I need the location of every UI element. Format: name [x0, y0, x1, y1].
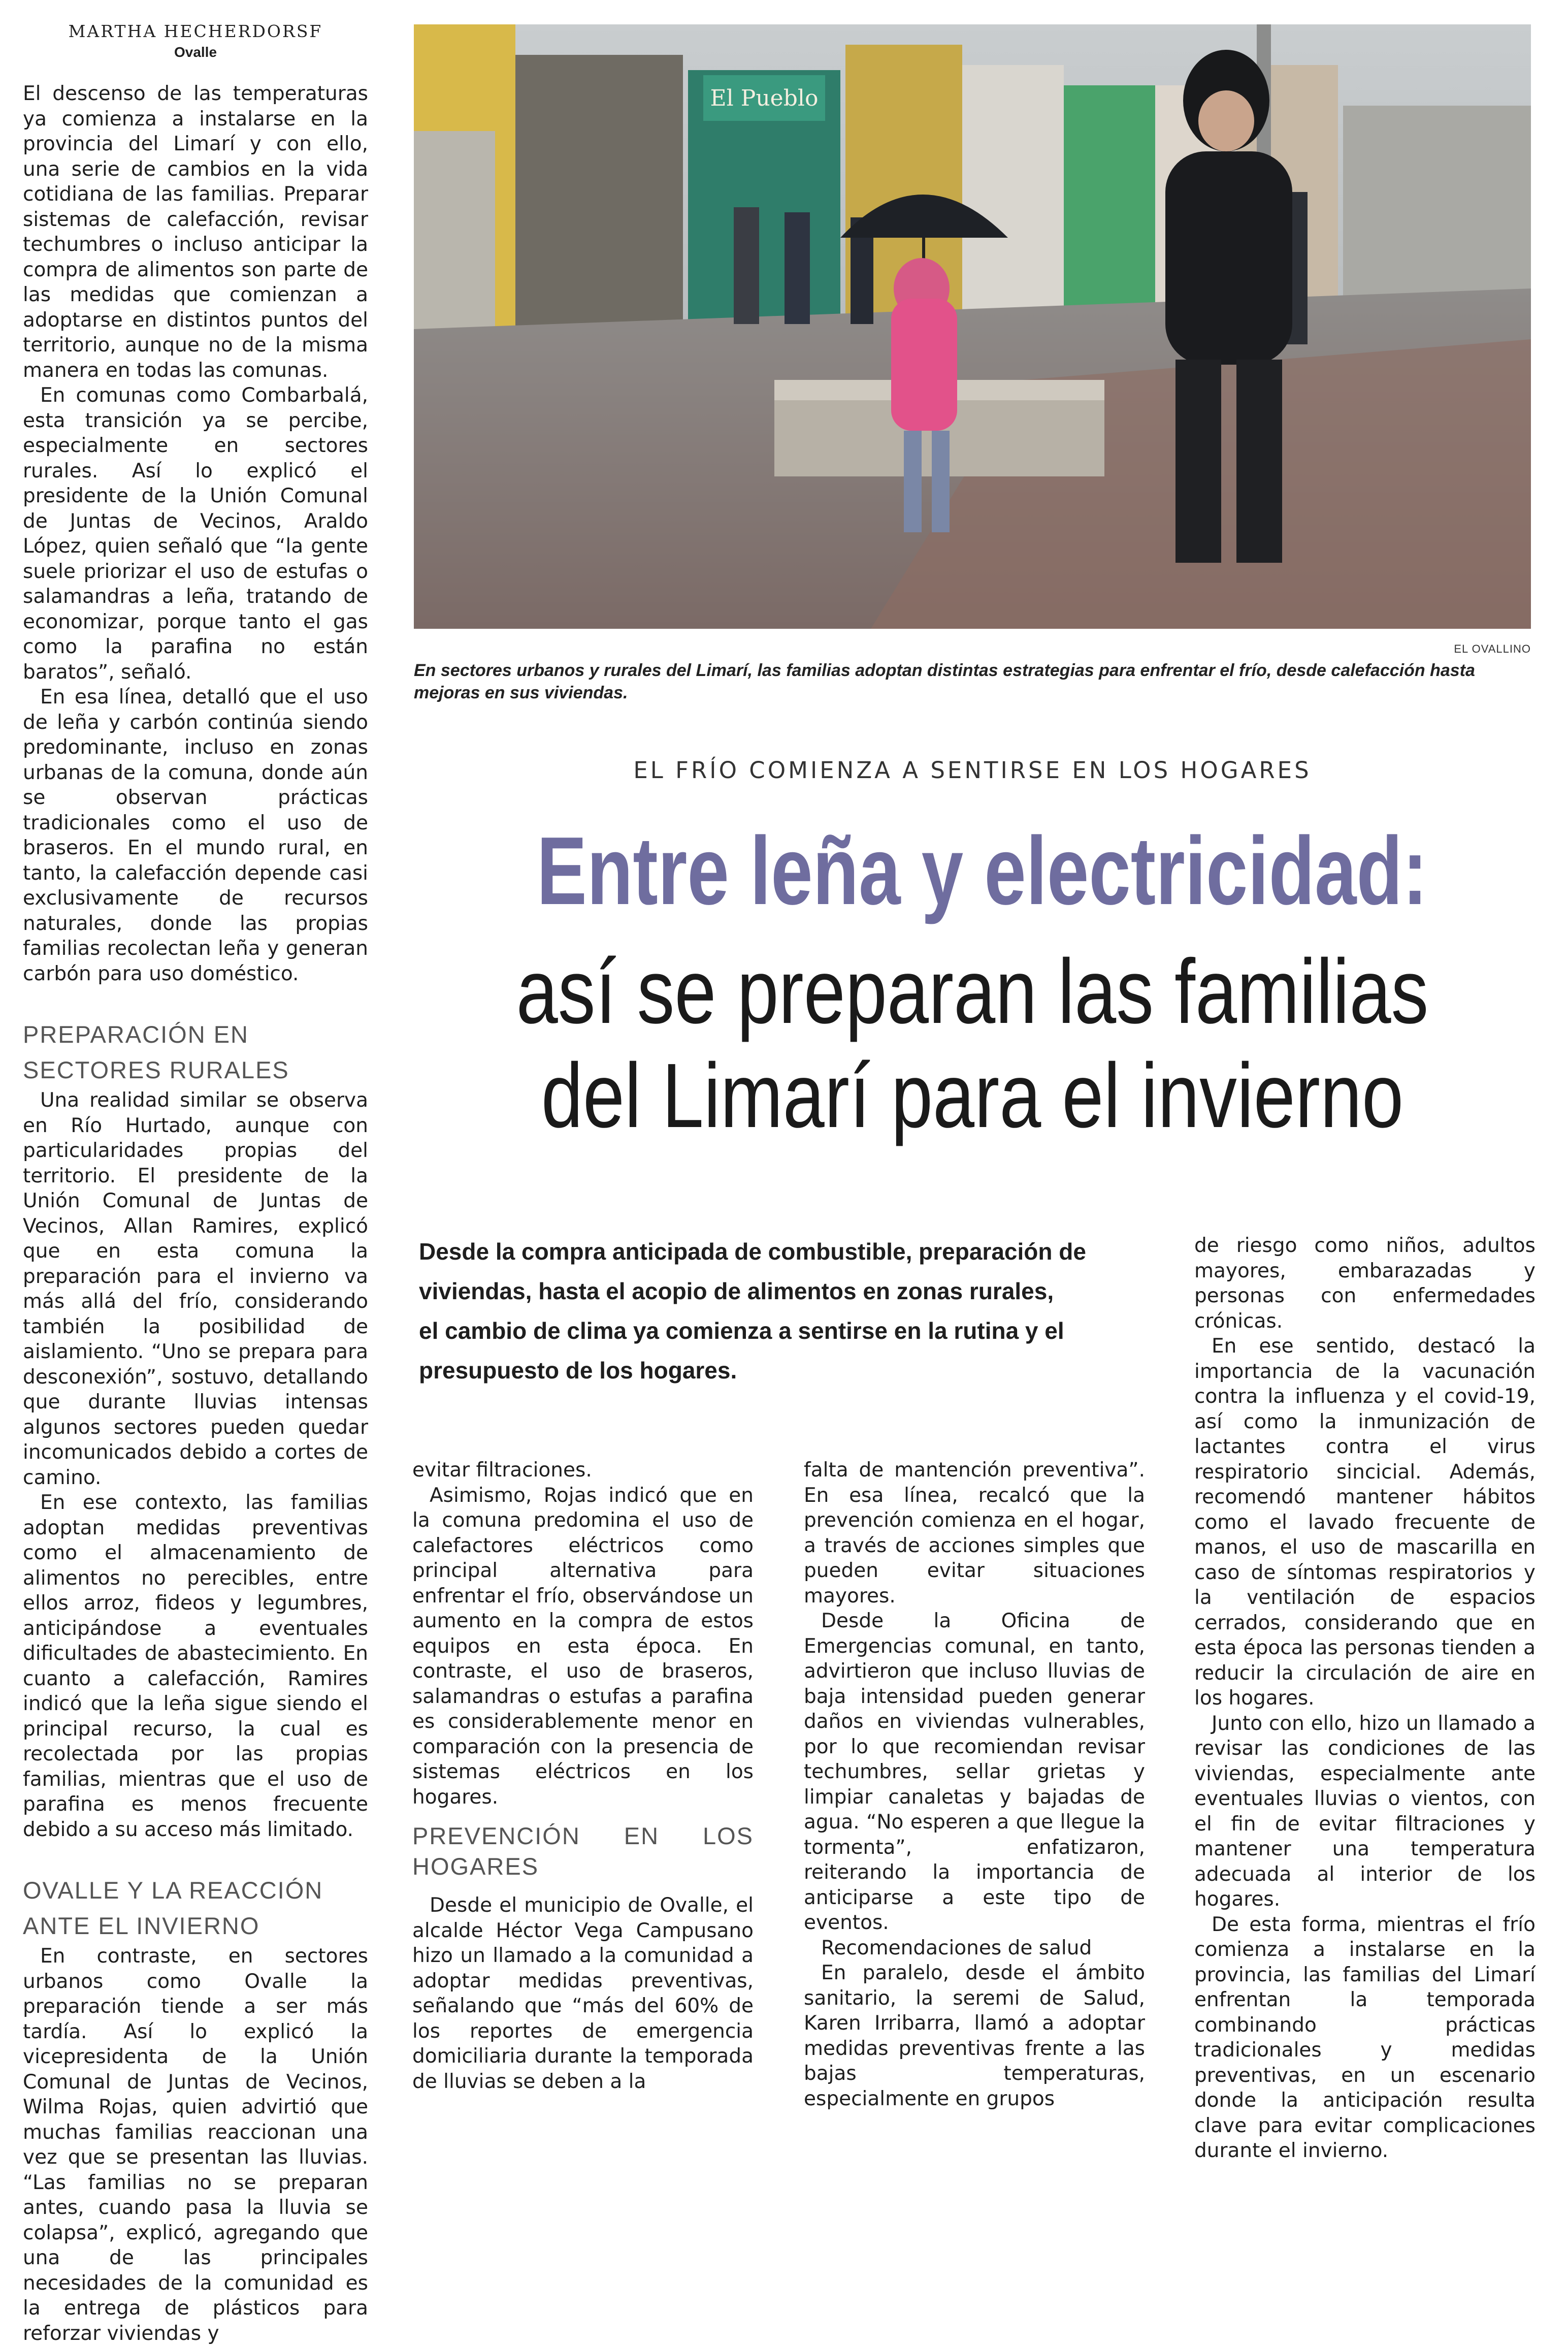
paragraph: Asimismo, Rojas indicó que en la comuna predomina el uso de calefactores eléctricos como principal alternativa para enfrentar el frío, observándose un aumento en la compra de estos equipos en esta época. En contraste, el uso de braseros, salamandras o estufas a parafina es considerablemente menor en comparación con la presencia de sistemas eléctricos en los hogares.	[412, 1484, 754, 1809]
section-subhead: PREVENCIÓN EN LOS HOGARES	[412, 1822, 754, 1880]
article-column-4	[1194, 1233, 1536, 2162]
photo-caption: En sectores urbanos y rurales del Limarí, las familias adoptan distintas estrategias para enfrentar el frío, desde calefacción hasta mejoras en sus viviendas.	[414, 661, 1475, 702]
paragraph: De esta forma, mientras el frío comienza a instalarse en la provincia, las familias del Limarí enfrentan la temporada combinando prácticas tradicionales y medidas preventivas, en un escenario donde la anticipación resulta clave para evitar complicaciones durante el invierno.	[1194, 1913, 1536, 2162]
street-scene-photo	[414, 24, 1531, 629]
paragraph: En contraste, en sectores urbanos como Ovalle la preparación tiende a ser más tardía. Así lo explicó la vicepresidenta de la Unión Comunal de Juntas de Vecinos, Wilma Rojas, quien advirtió que muchas familias reaccionan una vez que se presentan las lluvias. “Las familias no se preparan antes, cuando pasa la lluvia se colapsa”, explicó, agregando que una de las principales necesidades de la comunidad es la entrega de plásticos para reforzar viviendas y	[23, 1945, 368, 2345]
headline	[514, 940, 1430, 1148]
shop-sign: El Pueblo	[710, 85, 819, 111]
lead-line: viviendas, hasta el acopio de alimentos en zonas rurales,	[419, 1278, 1054, 1304]
subhead-line: ANTE EL INVIERNO	[23, 1912, 260, 1939]
lead-line: el cambio de clima ya comienza a sentirse en la rutina y el	[419, 1317, 1064, 1344]
paragraph: En ese contexto, las familias adoptan medidas preventivas como el almacenamiento de alimentos no perecibles, entre ellos arroz, fideos y legumbres, anticipándose a eventuales dificultades de abastecimiento. En cuanto a calefacción, Ramires indicó que la leña sigue siendo el principal recurso, la cual es recolectada por las propias familias, mientras que el uso de parafina es menos frecuente debido a su acceso más limitado.	[23, 1491, 368, 1841]
article-column-2	[412, 1458, 754, 2093]
paragraph: En paralelo, desde el ámbito sanitario, la seremi de Salud, Karen Irribarra, llamó a adoptar medidas preventivas frente a las bajas temperaturas, especialmente en grupos	[804, 1962, 1145, 2110]
paragraph: Desde el municipio de Ovalle, el alcalde Héctor Vega Campusano hizo un llamado a la comunidad a adoptar medidas preventivas, señalando que “más del 60% de los reportes de emergencia domiciliaria durante la temporada de lluvias se deben a la	[412, 1894, 754, 2093]
paragraph: En ese sentido, destacó la importancia de la vacunación contra la influenza y el covid-19, así como la inmunización de lactantes contra el virus respiratorio sincicial. Además, recomendó mantener hábitos como el lavado frecuente de manos, el uso de mascarilla en caso de síntomas respiratorios y la ventilación de espacios cerrados, considerando que en esta época las personas tienden a reducir la circulación de aire en los hogares.	[1194, 1335, 1536, 1710]
headline-line: del Limarí para el invierno	[541, 1045, 1404, 1147]
section-subhead	[23, 1873, 368, 1944]
paragraph: En esa línea, detalló que el uso de leña y carbón continúa siendo predominante, incluso en zonas urbanas de la comuna, donde aún se observan prácticas tradicionales como el uso de braseros. En el mundo rural, en tanto, la calefacción depende casi exclusivamente de recursos naturales, donde las propias familias recolectan leña y generan carbón para uso doméstico.	[23, 686, 368, 985]
paragraph: El descenso de las temperaturas ya comienza a instalarse en la provincia del Limarí y con ello, una serie de cambios en la vida cotidiana de las familias. Preparar sistemas de calefacción, revisar techumbres o incluso anticipar la compra de alimentos son parte de las medidas que comienzan a adoptarse en distintos puntos del territorio, aunque no de la misma manera en todas las comunas.	[23, 82, 368, 382]
headline-accent: Entre leña y electricidad:	[537, 817, 1428, 925]
section-subhead	[23, 1017, 368, 1088]
lead-paragraph	[419, 1232, 1099, 1390]
author-name: MARTHA HECHERDORSF	[68, 21, 323, 41]
subhead-line: OVALLE Y LA REACCIÓN	[23, 1877, 323, 1904]
article-column-1	[23, 81, 368, 2345]
paragraph: evitar filtraciones.	[412, 1459, 592, 1482]
paragraph: Desde la Oficina de Emergencias comunal, en tanto, advirtieron que incluso lluvias de baja intensidad pueden generar daños en viviendas vulnerables, por lo que recomiendan revisar techumbres, sellar grietas y limpiar canaletas y bajadas de agua. “No esperen a que llegue la tormenta”, enfatizaron, reiterando la importancia de anticiparse a este tipo de eventos.	[804, 1610, 1145, 1934]
lead-line: Desde la compra anticipada de combustible, preparación de	[419, 1238, 1086, 1265]
author-location: Ovalle	[174, 44, 217, 60]
headline-line: así se preparan las familias	[516, 941, 1429, 1043]
paragraph: de riesgo como niños, adultos mayores, embarazadas y personas con enfermedades crónicas.	[1194, 1234, 1536, 1333]
paragraph: falta de mantención preventiva”. En esa línea, recalcó que la prevención comienza en el hogar, a través de acciones simples que pueden evitar situaciones mayores.	[804, 1459, 1145, 1608]
paragraph: Junto con ello, hizo un llamado a revisar las condiciones de las viviendas, especialmente ante eventuales lluvias o vientos, con el fin de evitar filtraciones y mantener una temperatura adecuada al interior de los hogares.	[1194, 1712, 1536, 1911]
lead-line: presupuesto de los hogares.	[419, 1357, 737, 1384]
subhead-line: PREPARACIÓN EN	[23, 1021, 249, 1048]
photo-credit: EL OVALLINO	[1454, 642, 1531, 655]
kicker: EL FRÍO COMIENZA A SENTIRSE EN LOS HOGARES	[633, 757, 1312, 784]
paragraph: Recomendaciones de salud	[821, 1936, 1092, 1959]
article-column-3	[804, 1458, 1145, 2110]
byline	[20, 21, 371, 60]
paragraph: En comunas como Combarbalá, esta transición ya se percibe, especialmente en sectores rurales. Así lo explicó el presidente de la Unión Comunal de Juntas de Vecinos, Araldo López, quien señaló que “la gente suele priorizar el uso de estufas o salamandras a leña, tratando de economizar, porque tanto el gas como la parafina no están baratos”, señaló.	[23, 384, 368, 684]
subhead-line: SECTORES RURALES	[23, 1056, 289, 1083]
paragraph: Una realidad similar se observa en Río Hurtado, aunque con particularidades propias del territorio. El presidente de la Unión Comunal de Juntas de Vecinos, Allan Ramires, explicó que en esta comuna la preparación para el invierno va más allá del frío, considerando también la posibilidad de aislamiento. “Uno se prepara para desconexión”, sostuvo, detallando que durante lluvias intensas algunos sectores pueden quedar incomunicados debido a cortes de camino.	[23, 1089, 368, 1489]
